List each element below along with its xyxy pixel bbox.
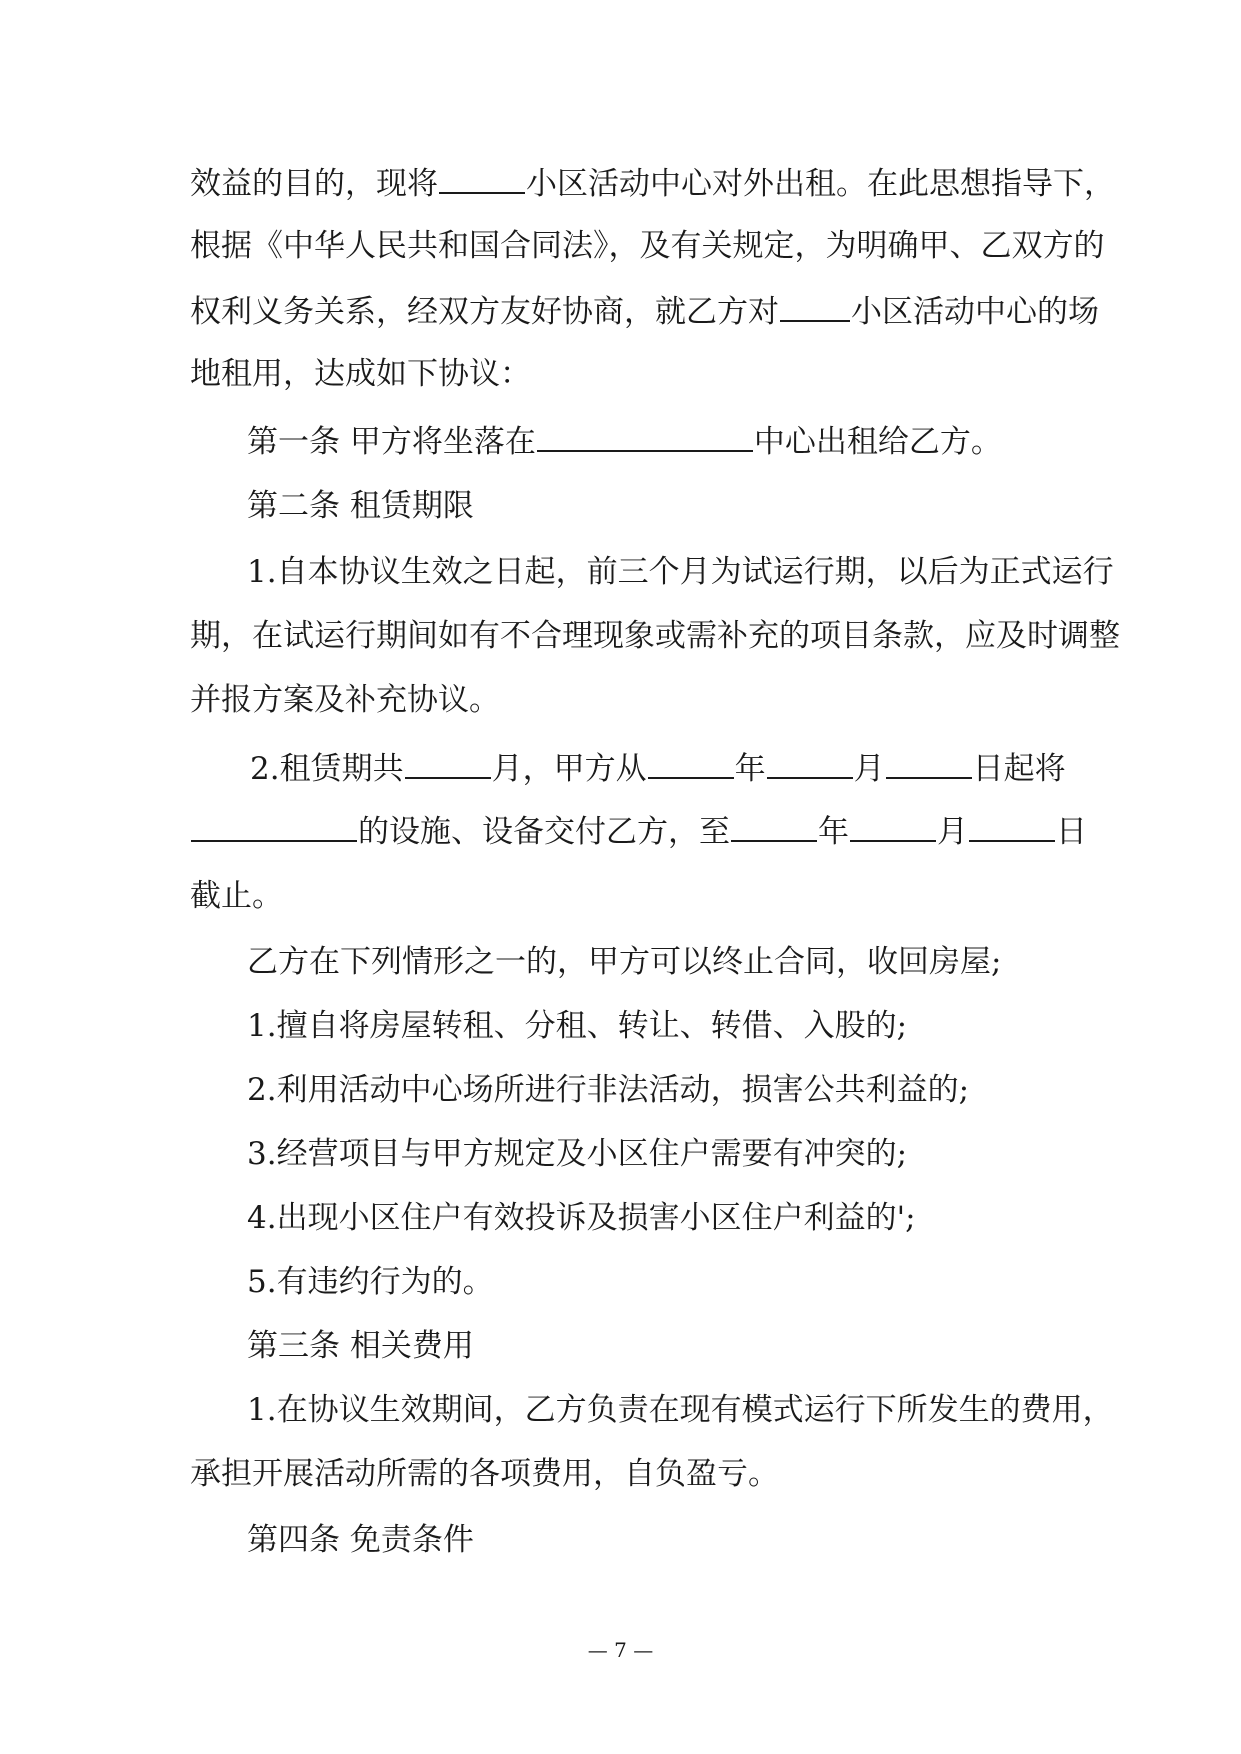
paragraph-line bbox=[190, 160, 1115, 206]
text-segment: 小区活动中心的场 bbox=[851, 294, 1099, 330]
paragraph-line bbox=[190, 874, 283, 918]
text-segment: 根据《中华人民共和国合同法》，及有关规定，为明确甲、乙双方的 bbox=[190, 228, 1105, 264]
text-segment: 日起将 bbox=[972, 751, 1066, 787]
text-segment: 第一条 甲方将坐落在 bbox=[247, 424, 536, 460]
text-segment: 年 bbox=[818, 814, 849, 850]
text-segment: 第二条 租赁期限 bbox=[247, 488, 474, 524]
paragraph-line bbox=[247, 550, 1114, 594]
text-segment: 4.出现小区住户有效投诉及损害小区住户利益的'; bbox=[247, 1200, 916, 1236]
paragraph-line bbox=[247, 940, 1001, 984]
list-item bbox=[247, 1260, 494, 1304]
fill-in-blank[interactable] bbox=[537, 418, 753, 452]
article-heading bbox=[247, 1518, 474, 1562]
text-segment: 月 bbox=[853, 751, 885, 787]
fill-in-blank[interactable] bbox=[648, 745, 734, 779]
text-segment: 并报方案及补充协议。 bbox=[190, 682, 500, 718]
paragraph-line bbox=[190, 614, 1120, 658]
text-segment: 2.利用活动中心场所进行非法活动，损害公共利益的; bbox=[247, 1072, 970, 1108]
paragraph-line bbox=[190, 224, 1105, 268]
list-item bbox=[247, 1196, 916, 1240]
text-segment: 权利义务关系，经双方友好协商，就乙方对 bbox=[190, 294, 779, 330]
text-segment: 日 bbox=[1056, 814, 1087, 850]
text-segment: 月 bbox=[937, 814, 968, 850]
fill-in-blank[interactable] bbox=[969, 808, 1055, 842]
fill-in-blank[interactable] bbox=[886, 745, 972, 779]
text-segment: 第四条 免责条件 bbox=[247, 1522, 474, 1558]
text-segment: 乙方在下列情形之一的，甲方可以终止合同，收回房屋; bbox=[247, 944, 1002, 980]
fill-in-blank[interactable] bbox=[850, 808, 936, 842]
article-heading bbox=[247, 1324, 474, 1368]
text-segment: 月，甲方从 bbox=[491, 751, 647, 787]
text-segment: 中心出租给乙方。 bbox=[753, 424, 1002, 460]
page-number: — 7 — bbox=[587, 1638, 654, 1662]
paragraph-line bbox=[250, 745, 1066, 791]
fill-in-blank[interactable] bbox=[405, 745, 491, 779]
paragraph-line bbox=[190, 808, 1087, 854]
text-segment: 1.自本协议生效之日起，前三个月为试运行期，以后为正式运行 bbox=[247, 554, 1114, 590]
text-segment: 承担开展活动所需的各项费用，自负盈亏。 bbox=[190, 1456, 779, 1492]
text-segment: 3.经营项目与甲方规定及小区住户需要有冲突的; bbox=[247, 1136, 908, 1172]
text-segment: 小区活动中心对外出租。在此思想指导下， bbox=[526, 166, 1115, 202]
fill-in-blank[interactable] bbox=[780, 288, 850, 322]
text-segment: 第三条 相关费用 bbox=[247, 1328, 474, 1364]
paragraph-line bbox=[190, 678, 500, 722]
fill-in-blank[interactable] bbox=[439, 160, 525, 194]
paragraph-line bbox=[190, 352, 531, 396]
paragraph-line bbox=[190, 1452, 779, 1496]
list-item bbox=[247, 1004, 907, 1048]
list-item bbox=[247, 1132, 907, 1176]
fill-in-blank[interactable] bbox=[191, 808, 357, 842]
text-segment: 期，在试运行期间如有不合理现象或需补充的项目条款，应及时调整 bbox=[190, 618, 1120, 654]
fill-in-blank[interactable] bbox=[731, 808, 817, 842]
text-segment: 地租用，达成如下协议： bbox=[190, 356, 531, 392]
text-segment: 1.在协议生效期间，乙方负责在现有模式运行下所发生的费用， bbox=[247, 1392, 1114, 1428]
text-segment: 2.租赁期共 bbox=[250, 751, 404, 787]
text-segment: 效益的目的，现将 bbox=[190, 166, 438, 202]
text-segment: 的设施、设备交付乙方，至 bbox=[358, 814, 730, 850]
paragraph-line bbox=[190, 288, 1099, 334]
text-segment: 年 bbox=[734, 751, 766, 787]
article-heading bbox=[247, 418, 1002, 464]
paragraph-line bbox=[247, 1388, 1114, 1432]
fill-in-blank[interactable] bbox=[767, 745, 853, 779]
text-segment: 截止。 bbox=[190, 878, 283, 914]
text-segment: 1.擅自将房屋转租、分租、转让、转借、入股的; bbox=[247, 1008, 908, 1044]
text-segment: 5.有违约行为的。 bbox=[247, 1264, 494, 1300]
article-heading bbox=[247, 484, 474, 528]
list-item bbox=[247, 1068, 969, 1112]
